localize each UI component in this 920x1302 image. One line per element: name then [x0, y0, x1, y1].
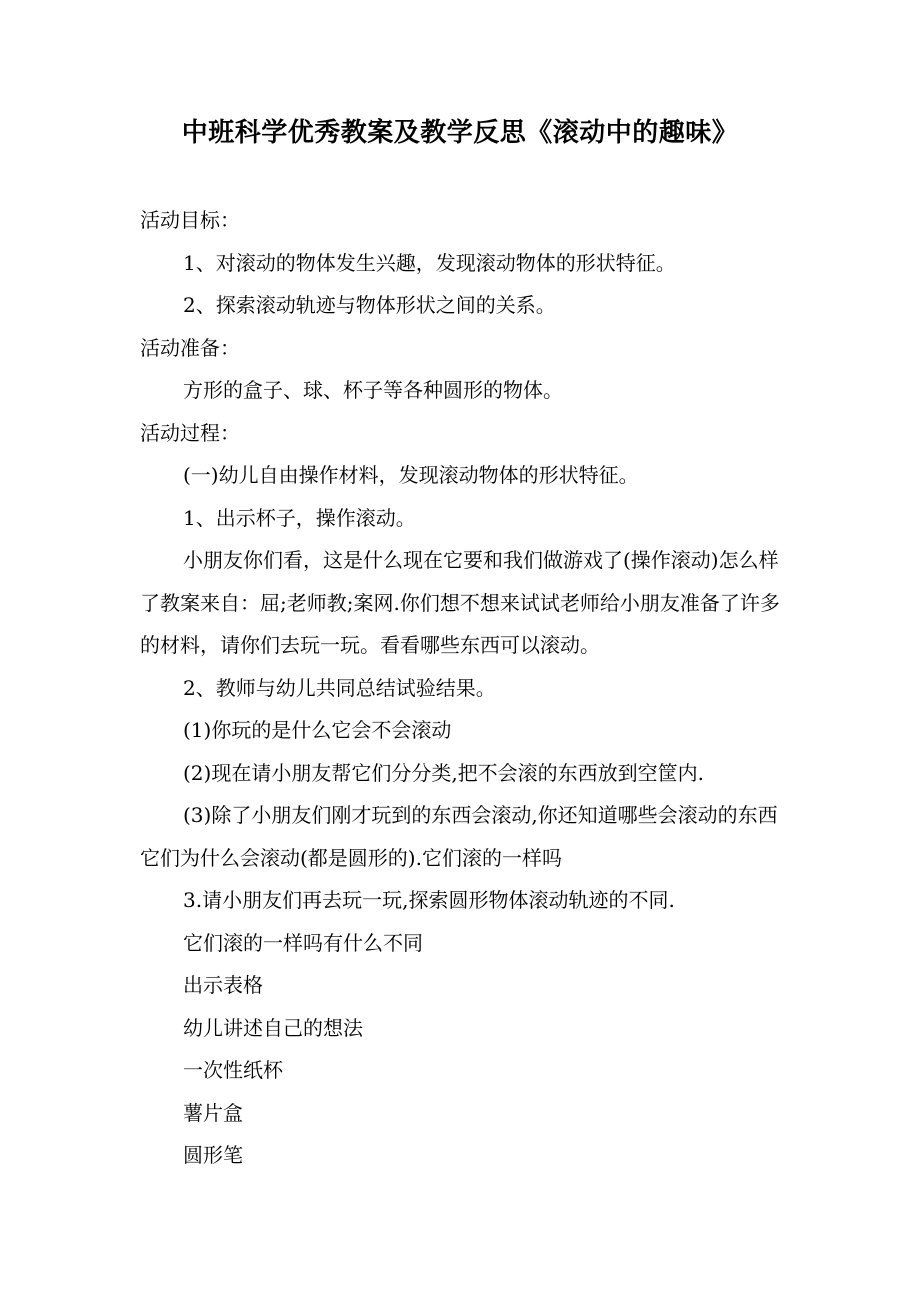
paragraph: 薯片盒 [183, 1100, 243, 1125]
paragraph: 3.请小朋友们再去玩一玩,探索圆形物体滚动轨迹的不同. [183, 888, 675, 912]
paragraph: 1、出示杯子，操作滚动。 [183, 505, 416, 530]
paragraph: 2、教师与幼儿共同总结试验结果。 [183, 675, 496, 700]
paragraph: 幼儿讲述自己的想法 [183, 1015, 363, 1040]
paragraph: 小朋友你们看，这是什么现在它要和我们做游戏了(操作滚动)怎么样了教案来自：屈;老师教;案网.你们想不想来试试老师给小朋友准备了许多的材料，请你们去玩一玩。看看哪些东西可以滚动。 [140, 548, 780, 657]
paragraph: 活动目标： [140, 208, 240, 232]
paragraph: 活动过程： [140, 420, 240, 445]
paragraph: (3)除了小朋友们刚才玩到的东西会滚动,你还知道哪些会滚动的东西它们为什么会滚动(都是圆形的).它们滚的一样吗 [140, 803, 778, 870]
paragraph: 方形的盒子、球、杯子等各种圆形的物体。 [183, 378, 563, 402]
paragraph: 一次性纸杯 [183, 1058, 283, 1082]
paragraph: 圆形笔 [183, 1143, 243, 1167]
paragraph: (1)你玩的是什么它会不会滚动 [183, 718, 452, 742]
paragraph: 1、对滚动的物体发生兴趣，发现滚动物体的形状特征。 [183, 250, 676, 275]
paragraph: 2、探索滚动轨迹与物体形状之间的关系。 [183, 293, 556, 317]
paragraph: (2)现在请小朋友帮它们分分类,把不会滚的东西放到空筐内. [183, 760, 705, 785]
paragraph: 活动准备： [140, 335, 240, 360]
paragraph: 出示表格 [183, 973, 263, 997]
paragraph: 它们滚的一样吗有什么不同 [183, 930, 423, 955]
document-title: 中班科学优秀教案及教学反思《滚动中的趣味》 [181, 118, 739, 148]
paragraph: (一)幼儿自由操作材料，发现滚动物体的形状特征。 [183, 463, 639, 487]
document-body [140, 199, 785, 1177]
